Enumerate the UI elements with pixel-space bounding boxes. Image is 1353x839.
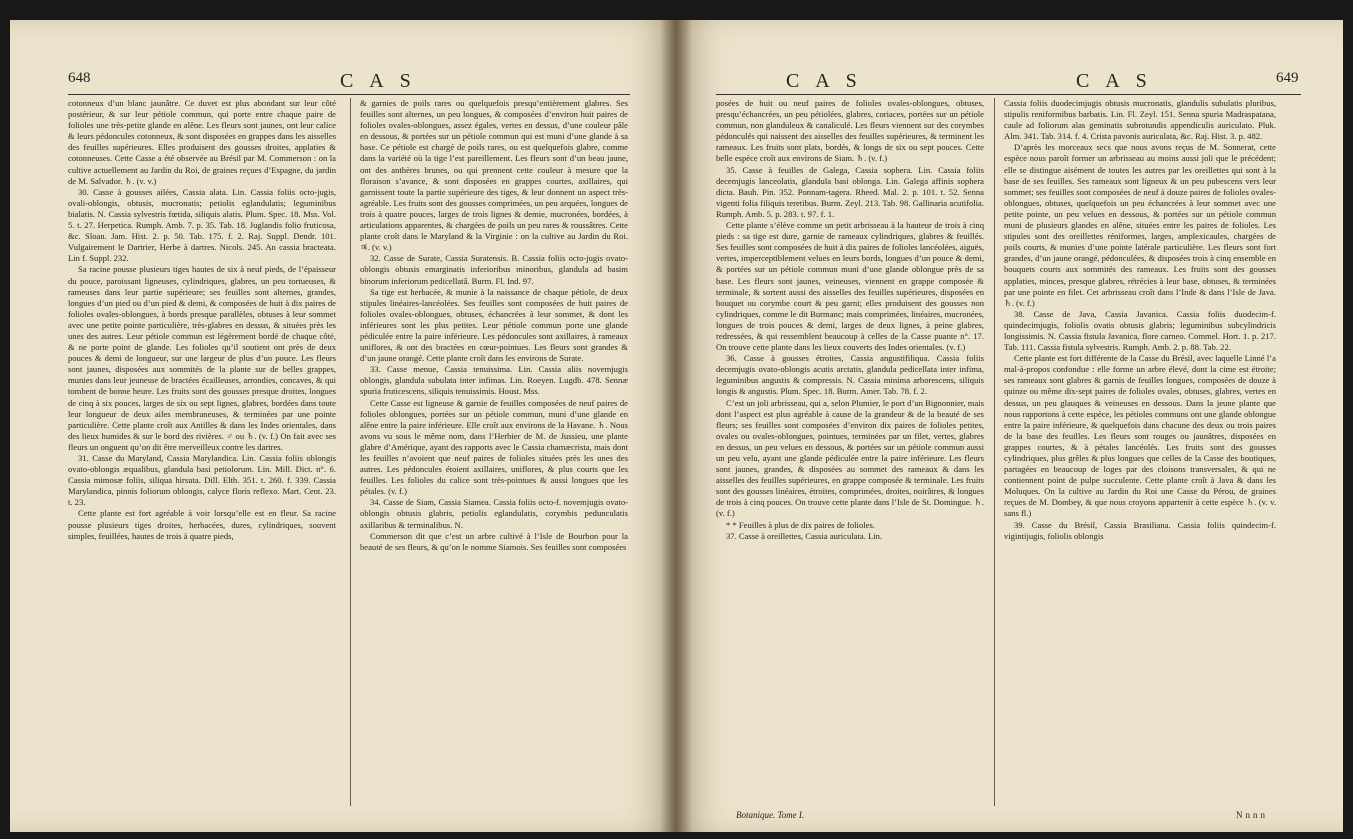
running-head-right-inner: C A S bbox=[786, 70, 863, 92]
left-column-2 bbox=[360, 98, 628, 553]
running-head-right-outer: C A S bbox=[1076, 70, 1153, 92]
right-column-2 bbox=[1004, 98, 1276, 542]
right-page bbox=[676, 20, 1343, 832]
paragraph: Commerson dit que c’est un arbre cultivé à l’Isle de Bourbon pour la beauté de ses fleurs, & qu’on le nomme Siamois. Ses feuilles sont composées bbox=[360, 530, 628, 552]
book-gutter bbox=[660, 20, 692, 832]
paragraph: Sa racine pousse plusieurs tiges hautes de six à neuf pieds, de l’épaisseur du pouce, paroissant ligneuses, cylindriques, glabres, un peu tortueuses, & rameuses dans leur partie supérieure; ses feuilles sont alternes, grandes, longues d’un pied ou d’un pied & demi, & composées de huit à dix paires de folioles ovales-oblongues, à bords presque parallèles, obtuses à leur sommet avec une petite pointe particulière, très-glabres en dessus, & situées près les unes des autres. Leur pétiole commun est légèrement bordé de chaque côté, & ne porte point de glande. Les folioles qu’il soutient ont près de deux pouces & demi de longueur, sur une largeur de plus d’un pouce. Les fleurs sont jaunes, disposées aux sommités de la plante sur de belles grappes, munies dans leur jeunesse de bractées écailleuses, arrondies, concaves, & qui tombent de bonne heure. Les fruits sont des gousses presque droites, longues de cinq à six pouces, larges de six ou sept lignes, glabres, bordées dans toute leur longueur de deux ailes membraneuses, & terminées par une pointe particulière. Cette plante croît aux Antilles & dans les Indes orientales, dans des lieux humides & sur le bord des rivières. ♂ ou ♄. (v. f.) On fait avec ses fleurs un onguent qu’on dit être merveilleux contre les dartres. bbox=[68, 264, 336, 452]
paragraph: Cette plante est fort différente de la Casse du Brésil, avec laquelle Linné l’a mal-à-propos confondue : elle forme un arbre élevé, dont la cime est étroite; ses rameaux sont glabres & garnis de feuilles longues, composées de douze à quinze ou même dix-sept paires de folioles ovales, obtuses, glabres, vertes en dessus, un peu glauques & veineuses en dessous. Dans la jeune plante que nous rapportons à cette espèce, les pétioles communs ont une glande oblongue entre la paire inférieure, & quelquefois dans chacune des deux ou trois paires de la base des feuilles. Les fleurs sont rouges ou jaunâtres, disposées en grappes courtes, & à pétales lancéolés. Les fruits sont des gousses cylindriques, plus grêles & plus longues que celles de la Casse des boutiques, partagées en beaucoup de loges par des cloisons transversales, & qui ne contiennent point de pulpe succulente. Cette plante croît à Java & dans les Moluques. On la cultive au Jardin du Roi une Casse du Pérou, de graines reçues de M. Dombey, & que nous croyons appartenir à cette espèce ♄. (v. v. sans fl.) bbox=[1004, 353, 1276, 519]
paragraph: 30. Casse à gousses ailées, Cassia alata. Lin. Cassia foliis octo-jugis, ovali-oblongis, obtusis, mucronatis; petiolis eglandulatis; leguminibus bialatis. N. Cassia sylvestris fœtida, siliquis alatis. Plum. Spec. 18. Mss. Vol. 5. t. 27. Herpetica. Rumph. Amb. 7. p. 35. Tab. 18. Juglandis folio fruticosa, &c. Sloan. Jam. Hist. 2. p. 50. Tab. 175. f. 2. Raj. Suppl. Dendr. 101. Vulgairement le Dartrier, Herbe à dartres. Nicols. 245. An cassia bracteata. Lin f. Suppl. 232. bbox=[68, 186, 336, 264]
paragraph: posées de huit ou neuf paires de folioles ovales-oblongues, obtuses, presqu’échancrées, un peu pétiolées, glabres, coriaces, portées sur un pétiole commun, non glanduleux & canaliculé. Les fleurs viennent sur des corymbes pédonculés qui naissent des aisselles des feuilles supérieures, & terminent les rameaux. Les fruits sont plats, bordés, & longs de six ou sept pouces. Cette belle espèce croît aux environs de Siam. ♄. (v. f.) bbox=[716, 98, 984, 164]
paragraph: 32. Casse de Surate, Cassia Suratensis. B. Cassia foliis octo-jugis ovato-oblongis obtusis emarginatis inferioribus minoribus, glandula ad basim binorum inferiorum pedicellatâ. Burm. Fl. Ind. 97. bbox=[360, 253, 628, 286]
book-spread bbox=[10, 20, 1343, 832]
paragraph: Sa tige est herbacée, & munie à la naissance de chaque pétiole, de deux stipules linéaires-lancéolées. Ses feuilles sont composées de huit paires de folioles ovales-oblongues, obtuses, échancrées à leur sommet, & dont les inférieures sont les plus petites. Leur pétiole commun porte une glande pédiculée entre la paire inférieure. Les pédoncules sont axillaires, à rameaux uniflores, & ont des bractées en cœur-pointues. Les fleurs sont grandes & d’un jaune orangé. Cette plante croît dans les environs de Surate. bbox=[360, 286, 628, 364]
paragraph: Cette plante est fort agréable à voir lorsqu’elle est en fleur. Sa racine pousse plusieurs tiges droites, herbacées, dures, cylindriques, souvent simples, feuillées, hautes de trois à quatre pieds, bbox=[68, 508, 336, 541]
paragraph: Cette plante s’élève comme un petit arbrisseau à la hauteur de trois à cinq pieds : sa tige est dure, garnie de rameaux cylindriques, glabres & feuillés. Ses feuilles sont composées de huit à dix paires de folioles lancéolées, aiguës, vertes, imperceptiblement velues en leurs bords, longues d’un pouce & demi, & portées sur un pétiole commun muni d’une glande oblongue près de sa base. Les fleurs sont jaunes, veineuses, viennent en grappe composée & terminale, & sortent aussi des aisselles des feuilles supérieures, disposées en bouquet ou corymbe court & peu garni; elles produisent des gousses non cylindriques, comme le dit Burmanc; mais comprimées, linéaires, mucronées, longues de trois pouces & demi, larges de deux lignes, à peine glabres, redressées, & qui ressemblent beaucoup à celles de la Casse puante n°. 17. On trouve cette plante dans les lieux couverts des Indes orientales. (v. f.) bbox=[716, 220, 984, 353]
header-rule-right bbox=[716, 94, 1301, 95]
paragraph: 35. Casse à feuilles de Galega, Cassia sophera. Lin. Cassia foliis decemjugis lanceolatis, glandula basi oblonga. Lin. Galega affinis sophera dicta. Bauh. Pin. 352. Ponnam-tagera. Rheed. Mal. 2. p. 101. t. 52. Senna vigenti folia filiquis teretibus. Burm. Zeyl. 213. Tab. 98. Gallinaria acutifolia. Rumph. Amb. 5. p. 283. t. 97. f. 1. bbox=[716, 164, 984, 219]
signature-mark: Nnnn bbox=[1236, 810, 1268, 820]
running-head-left: C A S bbox=[340, 70, 417, 92]
paragraph: cotonneux d’un blanc jaunâtre. Ce duvet est plus abondant sur leur côté postérieur, & sur leur pétiole commun, qui porte entre chaque paire de folioles une très-petite glande en alêne. Les fleurs sont jaunes, ont leur calice & leurs pédoncules cotonneux, & sont disposées en grappes dans les aisselles des feuilles supérieures. Elles produisent des gousses droites, applaties & cotonneuses. Cette Casse a été observée au Brésil par M. Commerson : on la cultive actuellement au Jardin du Roi, de graines reçues d’Espagne, du jardin de M. Salvador. ♄. (v. v.) bbox=[68, 98, 336, 186]
column-divider-right bbox=[994, 98, 995, 806]
paragraph: * * Feuilles à plus de dix paires de folioles. bbox=[726, 519, 875, 530]
page-number-right: 649 bbox=[1276, 70, 1299, 86]
paragraph: 38. Casse de Java, Cassia Javanica. Cassia foliis duodecim-f. quindecimjugis, foliolis ovatis obtusis glabris; leguminibus subcylindricis longissimis. N. Cassia fistula Javanica, flore carneo. Commel. Hort. 1. p. 217. Tab. 111. Cassia fistula sylvestris. Rumph. Amb. 2. p. 88. Tab. 22. bbox=[1004, 308, 1276, 353]
paragraph: 37. Casse à oreillettes, Cassia auriculata. Lin. bbox=[726, 530, 883, 541]
paragraph: C’est un joli arbrisseau, qui a, selon Plumier, le port d’un Bignonnier, mais dont l’aspect est plus agréable à cause de la grandeur & de la beauté de ses fleurs; ses feuilles sont composées d’environ dix paires de folioles petites, ovales ou ovales-oblongues, pointues, terminées par un filet, vertes, glabres en dessus, un peu velues en dessous, & portées sur un pétiole commun aussi un peu velu, ayant une glande pédiculée entre la paire inférieure. Les fleurs sont jaunes, grandes, & disposées au sommet des rameaux & dans les aisselles des feuilles supérieures, en grappe composée & terminale. Les fruits sont des gousses linéaires, étroites, comprimées, droites, noirâtres, & longues de trois à cinq pouces. On trouve cette plante dans l’Isle de St. Domingue. ♄. (v. f.) bbox=[716, 397, 984, 519]
right-column-1 bbox=[716, 98, 984, 542]
header-rule-left bbox=[68, 94, 630, 95]
left-column-1 bbox=[68, 98, 336, 542]
paragraph: 33. Casse menue, Cassia tenuissima. Lin. Cassia aliis novemjugis oblongis, glandula subulata inter infimas. Lin. Roeyen. Lugdb. 478. Sennæ spuria fruticescens, siliquis tenuissimis. Houst. Mss. bbox=[360, 364, 628, 397]
paragraph: 39. Casse du Brésil, Cassia Brasiliana. Cassia foliis quindecim-f. vigintijugis, foliolis oblongis bbox=[1004, 519, 1276, 541]
paragraph: Cassia foliis duodecimjugis obtusis mucronatis, glandulis subulatis pluribus, stipulis reniformibus barbatis. Lin. Fl. Zeyl. 151. Senna spuria Madraspatana, caule ad foliorum alas geminatis subrotundis appendiculis auriculato. Pluk. Alm. 341. Tab. 314. f. 4. Crista pavonis auriculata, &c. Raj. Hist. 3. p. 482. bbox=[1004, 98, 1276, 142]
paragraph: 36. Casse à gousses étroites, Cassia angustifiliqua. Cassia foliis decemjugis ovato-oblongis acutis arctatis, glandula pedicellata inter infima, leguminibus angustis & compressis. N. Cassia minima arborescens, siliquis longis & angustis. Plum. Spec. 18. Burm. Amer. Tab. 78. f. 2. bbox=[716, 353, 984, 397]
left-page bbox=[10, 20, 676, 832]
paragraph: & garnies de poils rares ou quelquefois presqu’entièrement glabres. Ses feuilles sont alternes, un peu longues, & composées d’environ huit paires de folioles ovales-oblongues, assez égales, vertes en dessus, d’une couleur pâle en dessous, & portées sur un pétiole commun qui est muni d’une glande à sa base. Ce pétiole est chargé de poils rares, ou est quelquefois glabre, comme dans la variété où la tige l’est pareillement. Les fleurs sont d’un beau jaune, ont des anthères brunes, ou qui prennent cette couleur à mesure que la floraison s’avance, & sont disposées en grappes courtes, axillaires, qui garnissent toute la partie supérieure des tiges, & leur donnent un aspect très-agréable. Les fruits sont des gousses comprimées, un peu arquées, longues de trois à quatre pouces, larges de trois lignes & demie, mucronées, bordées, à articulations apparentes, & chargées de poils un peu rares & roussâtres. Cette plante croît dans le Maryland & la Virginie : on la cultive au Jardin du Roi. ♃. (v. v.) bbox=[360, 98, 628, 253]
page-number-left: 648 bbox=[68, 70, 91, 86]
paragraph: D’après les morceaux secs que nous avons reçus de M. Sonnerat, cette espèce nous paroît former un arbrisseau au moins aussi joli que le précédent; elle se distingue aisément de toutes les autres par les oreillettes qui sont à la base de ses feuilles. Ses rameaux sont ligneux & un peu pubescens vers leur sommet; ses feuilles sont composées de neuf à douze paires de folioles ovales-oblongues, obtuses, quelquefois un peu échancrées à leur sommet avec une petite pointe, un peu velues en dessous, & portées sur un pétiole commun muni de plusieurs glandes en alêne, situées entre les paires de folioles. Les stipules sont des oreillettes réniformes, larges, amplexicaules, chargées de poils courts, & munies d’une pointe latérale particulière. Les fleurs sont fort grandes, d’un jaune orangé, pédonculées, & disposées trois à cinq ensemble en bouquets courts aux sommités des rameaux. Les fruits sont des gousses applaties, minces, presque glabres, rétrécies à leur base, obtuses, & terminées par une pointe en filet. Cet arbrisseau croît dans l’Inde & dans l’Isle de Java. ♄. (v. f.) bbox=[1004, 142, 1276, 308]
paragraph: Cette Casse est ligneuse & garnie de feuilles composées de neuf paires de folioles oblongues, portées sur un pétiole commun, muni d’une glande en alêne entre la paire inférieure. Elle croît aux environs de la Havane. ♄. Nous avons vu sous le même nom, dans l’Herbier de M. de Jussieu, une plante glabre d’Amérique, ayant des rapports avec le Cassia chamæcrista, mais dont les feuilles n’avoient que neuf paires de folioles situées près les unes des autres. Les pédoncules étoient axillaires, uniflores, & plus courts que les feuilles. Les folioles du calice sont très-pointues & aussi longues que les pétales. (v. f.) bbox=[360, 397, 628, 497]
column-divider-left bbox=[350, 98, 351, 806]
paragraph: 34. Casse de Siam, Cassia Siamea. Cassia foliis octo-f. novemjugis ovato-oblongis obtusis glabris, petiolis eglandulatis, corymbis pedunculatis axillaribus & terminalibus. N. bbox=[360, 497, 628, 530]
paragraph: 31. Casse du Maryland, Cassia Marylandica. Lin. Cassia foliis oblongis ovato-oblongis æqualibus, glandula basi petiolorum. Lin. Mill. Dict. n°. 6. Cassia mimosæ foliis, siliqua hirsuta. Dill. Elth. 351. t. 260. f. 339. Cassia Marylandica, pinnis foliorum oblongis, calyce floris reflexo. Mart. Cent. 23. t. 23. bbox=[68, 453, 336, 508]
footer-volume: Botanique. Tome I. bbox=[736, 810, 805, 820]
